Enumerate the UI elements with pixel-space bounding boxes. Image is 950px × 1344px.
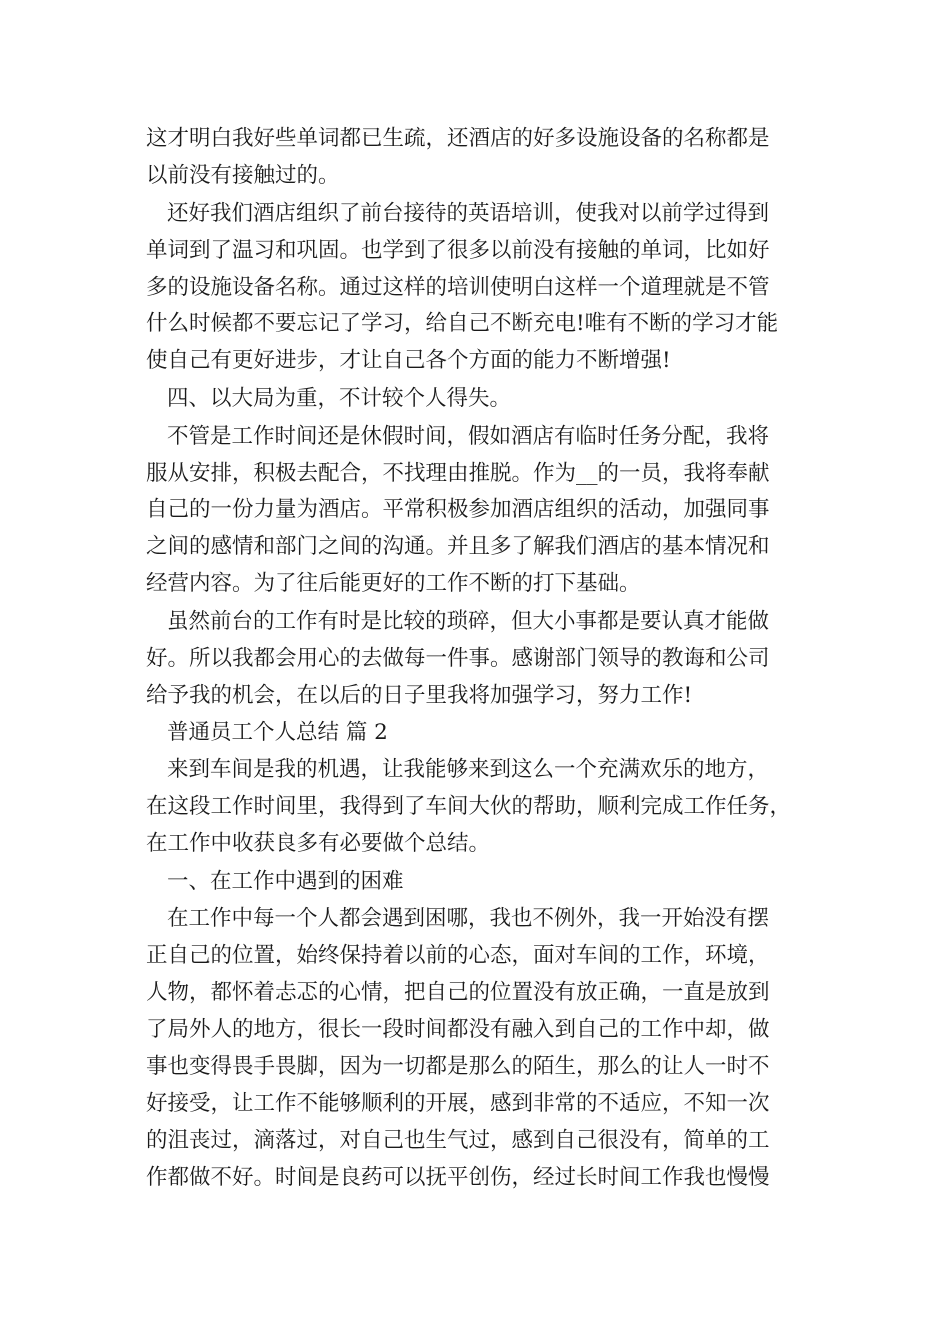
text-line: 经营内容。为了往后能更好的工作不断的打下基础。	[146, 571, 641, 596]
text-line: 正自己的位置，始终保持着以前的心态，面对车间的工作，环境，	[146, 943, 770, 968]
text-line: 了局外人的地方，很长一段时间都没有融入到自己的工作中却，做	[146, 1017, 770, 1042]
text-line: 事也变得畏手畏脚，因为一切都是那么的陌生，那么的让人一时不	[146, 1054, 770, 1079]
text-line: 的沮丧过，滴落过，对自己也生气过，感到自己很没有，简单的工	[146, 1128, 770, 1153]
article-title: 普通员工个人总结 篇 2	[167, 720, 388, 745]
text-line: 之间的感情和部门之间的沟通。并且多了解我们酒店的基本情况和	[146, 534, 770, 559]
text-line: 人物，都怀着忐忑的心情，把自己的位置没有放正确，一直是放到	[146, 980, 770, 1005]
paragraph-first-line: 来到车间是我的机遇，让我能够来到这么一个充满欢乐的地方，	[167, 757, 770, 782]
text-line: 以前没有接触过的。	[146, 163, 340, 188]
text-line: 什么时候都不要忘记了学习，给自己不断充电!唯有不断的学习才能	[146, 311, 779, 336]
paragraph-first-line: 还好我们酒店组织了前台接待的英语培训，使我对以前学过得到	[167, 201, 770, 226]
text-line: 作都做不好。时间是良药可以抚平创伤，经过长时间工作我也慢慢	[146, 1165, 770, 1190]
section-heading: 一、在工作中遇到的困难	[167, 869, 404, 894]
text-line: 这才明白我好些单词都已生疏，还酒店的好多设施设备的名称都是	[146, 126, 770, 151]
text-line: 给予我的机会，在以后的日子里我将加强学习，努力工作!	[146, 683, 693, 708]
text-line: 在工作中收获良多有必要做个总结。	[146, 831, 491, 856]
text-line: 服从安排，积极去配合，不找理由推脱。作为__的一员，我将奉献	[146, 461, 770, 486]
paragraph-first-line: 虽然前台的工作有时是比较的琐碎，但大小事都是要认真才能做	[167, 609, 770, 634]
text-line: 使自己有更好进步，才让自己各个方面的能力不断增强!	[146, 348, 671, 373]
paragraph-first-line: 在工作中每一个人都会遇到困哪，我也不例外，我一开始没有摆	[167, 906, 770, 931]
text-line: 好。所以我都会用心的去做每一件事。感谢部门领导的教诲和公司	[146, 646, 770, 671]
section-heading: 四、以大局为重，不计较个人得失。	[167, 386, 512, 411]
text-line: 单词到了温习和巩固。也学到了很多以前没有接触的单词，比如好	[146, 238, 770, 263]
text-line: 在这段工作时间里，我得到了车间大伙的帮助，顺利完成工作任务，	[146, 794, 792, 819]
text-line: 好接受，让工作不能够顺利的开展，感到非常的不适应，不知一次	[146, 1091, 770, 1116]
paragraph-first-line: 不管是工作时间还是休假时间，假如酒店有临时任务分配，我将	[167, 424, 770, 449]
text-line: 多的设施设备名称。通过这样的培训使明白这样一个道理就是不管	[146, 275, 770, 300]
text-line: 自己的一份力量为酒店。平常积极参加酒店组织的活动，加强同事	[146, 497, 770, 522]
